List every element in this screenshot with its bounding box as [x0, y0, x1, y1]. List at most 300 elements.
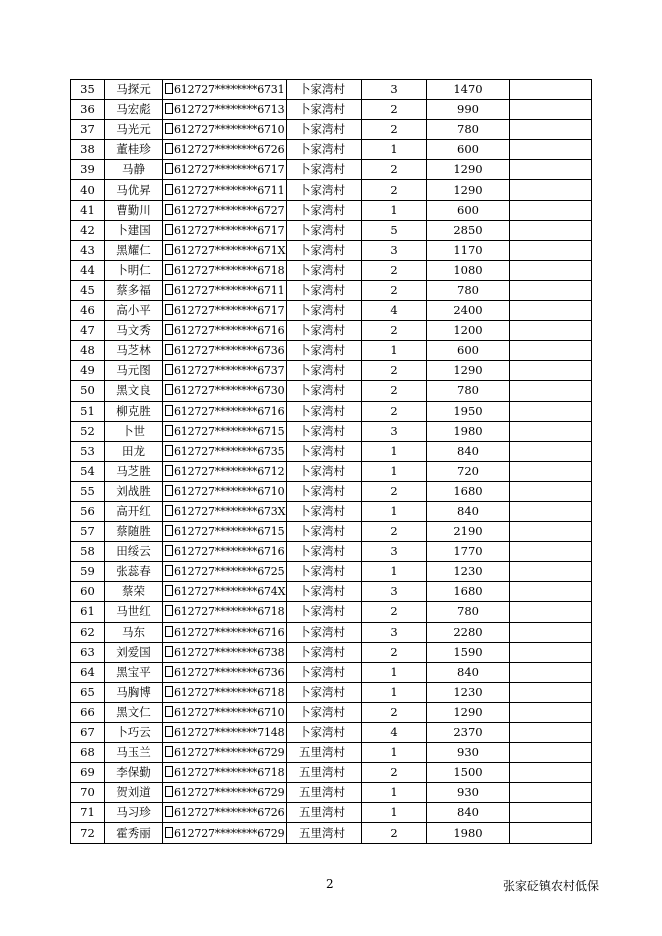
name-cell: 马胸博	[105, 682, 163, 702]
village-cell: 卜家湾村	[287, 100, 362, 120]
household-size-cell: 1	[362, 200, 427, 220]
table-row	[71, 622, 592, 642]
amount-cell: 1680	[427, 481, 510, 501]
data-table	[70, 79, 592, 844]
remark-cell	[510, 743, 592, 763]
missing-glyph-box-icon	[165, 786, 173, 797]
household-size-cell: 1	[362, 441, 427, 461]
id-number-text: 612727********6711	[174, 183, 285, 197]
row-number-cell: 50	[71, 381, 105, 401]
row-number-cell: 64	[71, 662, 105, 682]
id-number-cell	[163, 481, 287, 501]
remark-cell	[510, 80, 592, 100]
household-size-cell: 2	[362, 321, 427, 341]
id-number-cell	[163, 743, 287, 763]
row-number-cell: 56	[71, 501, 105, 521]
village-cell: 卜家湾村	[287, 381, 362, 401]
id-number-text: 612727********6715	[174, 525, 285, 539]
name-cell: 蔡随胜	[105, 522, 163, 542]
amount-cell: 600	[427, 200, 510, 220]
village-cell: 卜家湾村	[287, 522, 362, 542]
village-cell: 五里湾村	[287, 803, 362, 823]
village-cell: 五里湾村	[287, 763, 362, 783]
row-number-cell: 38	[71, 140, 105, 160]
id-number-cell	[163, 120, 287, 140]
row-number-cell: 36	[71, 100, 105, 120]
table-row	[71, 642, 592, 662]
missing-glyph-box-icon	[165, 485, 173, 496]
village-cell: 卜家湾村	[287, 723, 362, 743]
id-number-cell	[163, 140, 287, 160]
village-cell: 卜家湾村	[287, 501, 362, 521]
household-size-cell: 1	[362, 803, 427, 823]
id-number-cell	[163, 240, 287, 260]
row-number-cell: 54	[71, 461, 105, 481]
name-cell: 霍秀丽	[105, 823, 163, 843]
village-cell: 卜家湾村	[287, 642, 362, 662]
name-cell: 马探元	[105, 80, 163, 100]
id-number-cell	[163, 341, 287, 361]
row-number-cell: 59	[71, 562, 105, 582]
id-number-text: 612727********673X	[174, 505, 286, 519]
remark-cell	[510, 763, 592, 783]
name-cell: 高开红	[105, 501, 163, 521]
missing-glyph-box-icon	[165, 143, 173, 154]
table-row	[71, 441, 592, 461]
remark-cell	[510, 401, 592, 421]
household-size-cell: 2	[362, 763, 427, 783]
amount-cell: 1290	[427, 361, 510, 381]
village-cell: 卜家湾村	[287, 140, 362, 160]
name-cell: 马宏彪	[105, 100, 163, 120]
row-number-cell: 42	[71, 220, 105, 240]
name-cell: 贺刘道	[105, 783, 163, 803]
household-size-cell: 4	[362, 301, 427, 321]
table-row	[71, 381, 592, 401]
remark-cell	[510, 240, 592, 260]
missing-glyph-box-icon	[165, 605, 173, 616]
id-number-text: 612727********6716	[174, 625, 285, 639]
row-number-cell: 43	[71, 240, 105, 260]
id-number-cell	[163, 823, 287, 843]
id-number-cell	[163, 702, 287, 722]
id-number-cell	[163, 763, 287, 783]
village-cell: 卜家湾村	[287, 662, 362, 682]
missing-glyph-box-icon	[165, 425, 173, 436]
row-number-cell: 46	[71, 301, 105, 321]
household-size-cell: 1	[362, 562, 427, 582]
id-number-text: 612727********6735	[174, 444, 285, 458]
village-cell: 卜家湾村	[287, 421, 362, 441]
id-number-cell	[163, 441, 287, 461]
village-cell: 五里湾村	[287, 783, 362, 803]
amount-cell: 930	[427, 743, 510, 763]
name-cell: 柳克胜	[105, 401, 163, 421]
remark-cell	[510, 461, 592, 481]
household-size-cell: 2	[362, 280, 427, 300]
name-cell: 黑宝平	[105, 662, 163, 682]
id-number-cell	[163, 461, 287, 481]
village-cell: 卜家湾村	[287, 481, 362, 501]
village-cell: 卜家湾村	[287, 280, 362, 300]
table-row	[71, 783, 592, 803]
village-cell: 卜家湾村	[287, 702, 362, 722]
row-number-cell: 62	[71, 622, 105, 642]
missing-glyph-box-icon	[165, 706, 173, 717]
row-number-cell: 72	[71, 823, 105, 843]
household-size-cell: 2	[362, 260, 427, 280]
village-cell: 卜家湾村	[287, 220, 362, 240]
name-cell: 卜世	[105, 421, 163, 441]
table-row	[71, 501, 592, 521]
id-number-cell	[163, 421, 287, 441]
id-number-cell	[163, 321, 287, 341]
id-number-text: 612727********6736	[174, 344, 285, 358]
id-number-text: 612727********674X	[174, 585, 286, 599]
id-number-text: 612727********6736	[174, 665, 285, 679]
table-row	[71, 100, 592, 120]
id-number-cell	[163, 381, 287, 401]
table-row	[71, 723, 592, 743]
amount-cell: 2190	[427, 522, 510, 542]
amount-cell: 990	[427, 100, 510, 120]
missing-glyph-box-icon	[165, 766, 173, 777]
id-number-text: 612727********7148	[174, 726, 285, 740]
missing-glyph-box-icon	[165, 364, 173, 375]
household-size-cell: 1	[362, 461, 427, 481]
household-size-cell: 3	[362, 240, 427, 260]
missing-glyph-box-icon	[165, 304, 173, 315]
village-cell: 卜家湾村	[287, 301, 362, 321]
id-number-cell	[163, 160, 287, 180]
table-row	[71, 582, 592, 602]
remark-cell	[510, 260, 592, 280]
missing-glyph-box-icon	[165, 465, 173, 476]
name-cell: 马习珍	[105, 803, 163, 823]
amount-cell: 1500	[427, 763, 510, 783]
table-row	[71, 240, 592, 260]
amount-cell: 1080	[427, 260, 510, 280]
village-cell: 卜家湾村	[287, 622, 362, 642]
remark-cell	[510, 301, 592, 321]
name-cell: 田绥云	[105, 542, 163, 562]
missing-glyph-box-icon	[165, 163, 173, 174]
amount-cell: 2370	[427, 723, 510, 743]
missing-glyph-box-icon	[165, 666, 173, 677]
household-size-cell: 1	[362, 662, 427, 682]
household-size-cell: 2	[362, 100, 427, 120]
amount-cell: 1680	[427, 582, 510, 602]
row-number-cell: 41	[71, 200, 105, 220]
missing-glyph-box-icon	[165, 103, 173, 114]
row-number-cell: 69	[71, 763, 105, 783]
page-number: 2	[326, 877, 334, 891]
missing-glyph-box-icon	[165, 324, 173, 335]
remark-cell	[510, 682, 592, 702]
amount-cell: 780	[427, 381, 510, 401]
id-number-text: 612727********6726	[174, 806, 285, 820]
village-cell: 卜家湾村	[287, 160, 362, 180]
id-number-text: 612727********6725	[174, 565, 285, 579]
remark-cell	[510, 823, 592, 843]
id-number-cell	[163, 542, 287, 562]
village-cell: 卜家湾村	[287, 461, 362, 481]
table-row	[71, 562, 592, 582]
row-number-cell: 39	[71, 160, 105, 180]
id-number-text: 612727********6730	[174, 384, 285, 398]
row-number-cell: 61	[71, 602, 105, 622]
amount-cell: 840	[427, 441, 510, 461]
id-number-text: 612727********6731	[174, 83, 285, 97]
table-row	[71, 702, 592, 722]
name-cell: 马芝胜	[105, 461, 163, 481]
remark-cell	[510, 341, 592, 361]
household-size-cell: 2	[362, 642, 427, 662]
row-number-cell: 47	[71, 321, 105, 341]
missing-glyph-box-icon	[165, 244, 173, 255]
id-number-text: 612727********6729	[174, 786, 285, 800]
id-number-text: 612727********6718	[174, 685, 285, 699]
name-cell: 马世红	[105, 602, 163, 622]
id-number-text: 612727********6716	[174, 545, 285, 559]
household-size-cell: 2	[362, 160, 427, 180]
amount-cell: 930	[427, 783, 510, 803]
household-size-cell: 3	[362, 421, 427, 441]
amount-cell: 1290	[427, 180, 510, 200]
amount-cell: 1200	[427, 321, 510, 341]
name-cell: 曹勤川	[105, 200, 163, 220]
village-cell: 卜家湾村	[287, 321, 362, 341]
id-number-text: 612727********6716	[174, 324, 285, 338]
village-cell: 卜家湾村	[287, 260, 362, 280]
remark-cell	[510, 140, 592, 160]
missing-glyph-box-icon	[165, 384, 173, 395]
amount-cell: 600	[427, 341, 510, 361]
household-size-cell: 2	[362, 481, 427, 501]
household-size-cell: 1	[362, 140, 427, 160]
id-number-text: 612727********6729	[174, 746, 285, 760]
village-cell: 卜家湾村	[287, 682, 362, 702]
amount-cell: 600	[427, 140, 510, 160]
remark-cell	[510, 421, 592, 441]
amount-cell: 2280	[427, 622, 510, 642]
household-size-cell: 2	[362, 120, 427, 140]
id-number-text: 612727********6715	[174, 424, 285, 438]
amount-cell: 1290	[427, 702, 510, 722]
village-cell: 卜家湾村	[287, 361, 362, 381]
remark-cell	[510, 321, 592, 341]
id-number-text: 612727********6718	[174, 766, 285, 780]
id-number-cell	[163, 803, 287, 823]
row-number-cell: 44	[71, 260, 105, 280]
amount-cell: 840	[427, 803, 510, 823]
remark-cell	[510, 100, 592, 120]
remark-cell	[510, 481, 592, 501]
row-number-cell: 37	[71, 120, 105, 140]
remark-cell	[510, 120, 592, 140]
missing-glyph-box-icon	[165, 344, 173, 355]
remark-cell	[510, 562, 592, 582]
household-size-cell: 1	[362, 341, 427, 361]
missing-glyph-box-icon	[165, 565, 173, 576]
id-number-cell	[163, 301, 287, 321]
village-cell: 卜家湾村	[287, 80, 362, 100]
name-cell: 马芝林	[105, 341, 163, 361]
table-row	[71, 280, 592, 300]
household-size-cell: 2	[362, 522, 427, 542]
household-size-cell: 3	[362, 622, 427, 642]
missing-glyph-box-icon	[165, 264, 173, 275]
table-row	[71, 361, 592, 381]
missing-glyph-box-icon	[165, 646, 173, 657]
village-cell: 卜家湾村	[287, 542, 362, 562]
amount-cell: 1590	[427, 642, 510, 662]
remark-cell	[510, 622, 592, 642]
household-size-cell: 3	[362, 80, 427, 100]
id-number-text: 612727********6738	[174, 645, 285, 659]
id-number-text: 612727********671X	[174, 243, 286, 257]
household-size-cell: 3	[362, 582, 427, 602]
household-size-cell: 2	[362, 702, 427, 722]
table-row	[71, 662, 592, 682]
household-size-cell: 2	[362, 602, 427, 622]
row-number-cell: 40	[71, 180, 105, 200]
amount-cell: 840	[427, 501, 510, 521]
row-number-cell: 52	[71, 421, 105, 441]
amount-cell: 1980	[427, 421, 510, 441]
name-cell: 卜明仁	[105, 260, 163, 280]
amount-cell: 1950	[427, 401, 510, 421]
table-row	[71, 120, 592, 140]
row-number-cell: 53	[71, 441, 105, 461]
remark-cell	[510, 803, 592, 823]
household-size-cell: 1	[362, 743, 427, 763]
id-number-cell	[163, 723, 287, 743]
table-row	[71, 803, 592, 823]
id-number-cell	[163, 100, 287, 120]
row-number-cell: 70	[71, 783, 105, 803]
village-cell: 卜家湾村	[287, 602, 362, 622]
name-cell: 马静	[105, 160, 163, 180]
id-number-cell	[163, 562, 287, 582]
village-cell: 卜家湾村	[287, 180, 362, 200]
row-number-cell: 51	[71, 401, 105, 421]
row-number-cell: 57	[71, 522, 105, 542]
id-number-cell	[163, 783, 287, 803]
row-number-cell: 65	[71, 682, 105, 702]
table-row	[71, 260, 592, 280]
remark-cell	[510, 723, 592, 743]
remark-cell	[510, 441, 592, 461]
name-cell: 马玉兰	[105, 743, 163, 763]
amount-cell: 780	[427, 280, 510, 300]
id-number-text: 612727********6712	[174, 464, 285, 478]
village-cell: 卜家湾村	[287, 120, 362, 140]
missing-glyph-box-icon	[165, 746, 173, 757]
missing-glyph-box-icon	[165, 806, 173, 817]
id-number-text: 612727********6718	[174, 263, 285, 277]
remark-cell	[510, 783, 592, 803]
name-cell: 高小平	[105, 301, 163, 321]
remark-cell	[510, 381, 592, 401]
id-number-text: 612727********6710	[174, 123, 285, 137]
row-number-cell: 55	[71, 481, 105, 501]
amount-cell: 720	[427, 461, 510, 481]
table-row	[71, 341, 592, 361]
name-cell: 田龙	[105, 441, 163, 461]
id-number-cell	[163, 582, 287, 602]
table-row	[71, 602, 592, 622]
household-size-cell: 1	[362, 501, 427, 521]
household-size-cell: 1	[362, 783, 427, 803]
id-number-text: 612727********6718	[174, 605, 285, 619]
household-size-cell: 1	[362, 682, 427, 702]
village-cell: 卜家湾村	[287, 200, 362, 220]
id-number-cell	[163, 220, 287, 240]
amount-cell: 2400	[427, 301, 510, 321]
row-number-cell: 45	[71, 280, 105, 300]
missing-glyph-box-icon	[165, 83, 173, 94]
village-cell: 卜家湾村	[287, 401, 362, 421]
village-cell: 卜家湾村	[287, 582, 362, 602]
row-number-cell: 68	[71, 743, 105, 763]
table-row	[71, 140, 592, 160]
row-number-cell: 60	[71, 582, 105, 602]
table-row	[71, 743, 592, 763]
amount-cell: 780	[427, 602, 510, 622]
table-row	[71, 301, 592, 321]
table-row	[71, 180, 592, 200]
id-number-cell	[163, 682, 287, 702]
row-number-cell: 66	[71, 702, 105, 722]
missing-glyph-box-icon	[165, 545, 173, 556]
village-cell: 五里湾村	[287, 823, 362, 843]
remark-cell	[510, 361, 592, 381]
missing-glyph-box-icon	[165, 224, 173, 235]
id-number-cell	[163, 180, 287, 200]
id-number-cell	[163, 602, 287, 622]
remark-cell	[510, 180, 592, 200]
table-row	[71, 220, 592, 240]
missing-glyph-box-icon	[165, 686, 173, 697]
name-cell: 李保勤	[105, 763, 163, 783]
row-number-cell: 67	[71, 723, 105, 743]
table-row	[71, 200, 592, 220]
id-number-cell	[163, 662, 287, 682]
remark-cell	[510, 602, 592, 622]
table-row	[71, 401, 592, 421]
village-cell: 卜家湾村	[287, 562, 362, 582]
id-number-cell	[163, 361, 287, 381]
missing-glyph-box-icon	[165, 284, 173, 295]
id-number-cell	[163, 401, 287, 421]
missing-glyph-box-icon	[165, 405, 173, 416]
village-cell: 卜家湾村	[287, 341, 362, 361]
missing-glyph-box-icon	[165, 585, 173, 596]
name-cell: 黑耀仁	[105, 240, 163, 260]
household-size-cell: 4	[362, 723, 427, 743]
village-cell: 五里湾村	[287, 743, 362, 763]
remark-cell	[510, 582, 592, 602]
amount-cell: 840	[427, 662, 510, 682]
table-row	[71, 321, 592, 341]
name-cell: 黑文仁	[105, 702, 163, 722]
id-number-text: 612727********6710	[174, 705, 285, 719]
missing-glyph-box-icon	[165, 525, 173, 536]
id-number-text: 612727********6727	[174, 203, 285, 217]
amount-cell: 780	[427, 120, 510, 140]
remark-cell	[510, 280, 592, 300]
